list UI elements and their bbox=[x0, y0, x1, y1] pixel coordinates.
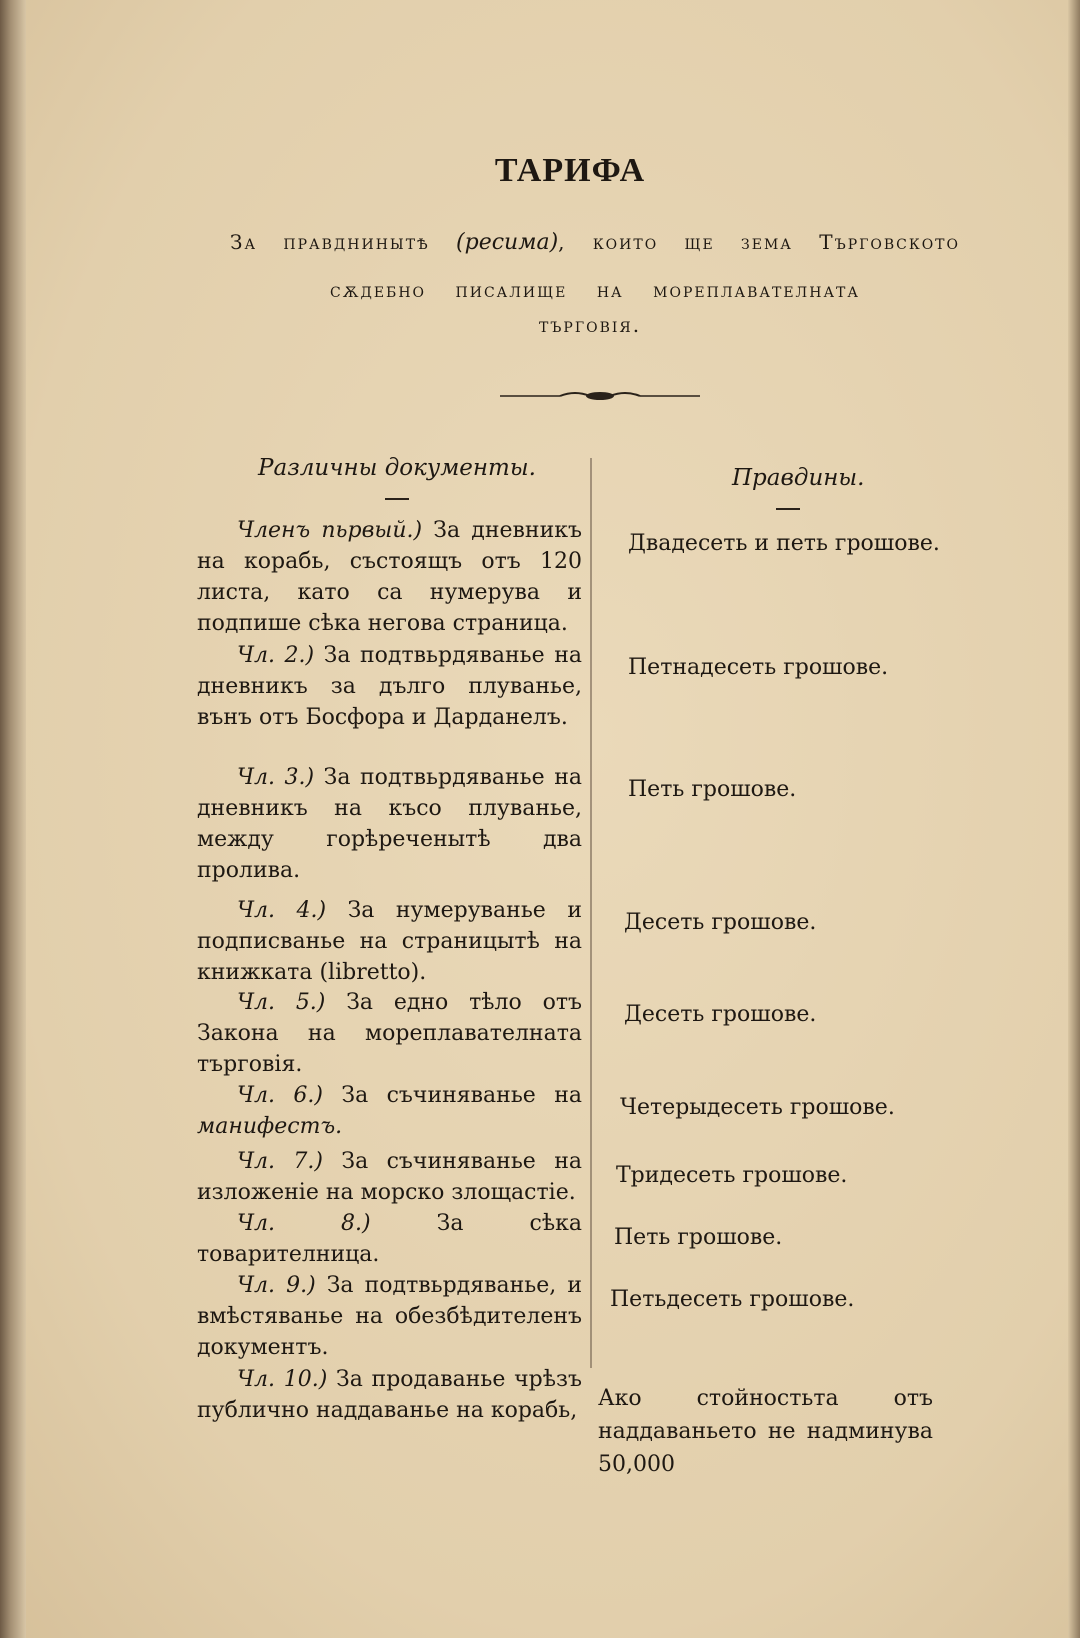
left-header-dash bbox=[385, 498, 409, 500]
entry-text: За дневникъ на корабь, състоящъ отъ 120 листа, като са нумерува и подпише сѣка негова страница. bbox=[197, 518, 582, 636]
entry-label: Чл. 7.) bbox=[237, 1149, 323, 1174]
page-title: ТАРИФА bbox=[494, 152, 646, 189]
entry-text: За продаванье чрѣзъ публично наддаванье на корабь, bbox=[197, 1367, 582, 1423]
entry-1-fee: Двадесеть и петь грошове. bbox=[628, 531, 940, 556]
subtitle-line-1 bbox=[230, 230, 960, 255]
entry-label: Чл. 4.) bbox=[237, 898, 327, 923]
book-binding bbox=[0, 0, 26, 1638]
entry-9-description bbox=[197, 1270, 582, 1363]
entry-label: Чл. 2.) bbox=[237, 643, 315, 668]
entry-text: За сѣка товарителница. bbox=[197, 1211, 582, 1267]
entry-label: Чл. 6.) bbox=[237, 1083, 323, 1108]
entry-9-fee: Петьдесеть грошове. bbox=[610, 1287, 855, 1312]
entry-7-description bbox=[197, 1146, 582, 1208]
left-column-header: Различны документы. bbox=[258, 455, 536, 481]
subtitle-prefix: За правднинытѣ bbox=[230, 230, 430, 254]
entry-3-description bbox=[197, 762, 582, 886]
entry-label: Членъ пьрвый.) bbox=[237, 518, 423, 543]
entry-10-description bbox=[197, 1364, 582, 1426]
entry-text: За едно тѣло отъ Закона на мореплавателната търговія. bbox=[197, 990, 582, 1077]
entry-6-description bbox=[197, 1080, 582, 1142]
subtitle-suffix: , които ще зема Търговското bbox=[558, 230, 960, 254]
entry-5-description bbox=[197, 987, 582, 1080]
entry-text: За подтвьрдяванье, и вмѣстяванье на обезбѣдителенъ документъ. bbox=[197, 1273, 582, 1360]
entry-7-fee: Тридесеть грошове. bbox=[616, 1163, 848, 1188]
subtitle-line-3: търговія. bbox=[538, 313, 642, 337]
entry-text: За подтвьрдяванье на дневникъ на късо плуванье, между горѣреченытѣ два пролива. bbox=[197, 765, 582, 883]
entry-text: За съчиняванье на изложеніе на морско злощастіе. bbox=[197, 1149, 583, 1205]
entry-4-fee: Десеть грошове. bbox=[624, 910, 817, 935]
entry-label: Чл. 5.) bbox=[237, 990, 326, 1015]
entry-text-italic: манифестъ. bbox=[197, 1114, 343, 1139]
entry-label: Чл. 8.) bbox=[237, 1211, 371, 1236]
page-edge bbox=[1068, 0, 1080, 1638]
column-divider bbox=[590, 458, 592, 1368]
right-column-header: Правдины. bbox=[732, 465, 865, 491]
entry-text: За съчиняванье на bbox=[322, 1083, 583, 1108]
entry-10-fee: Ако стойностьта отъ наддаваньето не надминува 50,000 bbox=[598, 1386, 933, 1477]
subtitle-italic: (ресима) bbox=[456, 230, 559, 255]
entry-4-description bbox=[197, 895, 582, 988]
ornament-divider-icon bbox=[500, 388, 700, 404]
entry-1-description bbox=[197, 515, 582, 639]
right-header-dash bbox=[776, 508, 800, 510]
entry-5-fee: Десеть грошове. bbox=[624, 1002, 817, 1027]
entry-2-description bbox=[197, 640, 582, 733]
entry-2-fee: Петнадесеть грошове. bbox=[628, 655, 889, 680]
entry-6-fee: Четерыдесеть грошове. bbox=[620, 1095, 895, 1120]
entry-label: Чл. 3.) bbox=[237, 765, 315, 790]
entry-label: Чл. 9.) bbox=[237, 1273, 316, 1298]
entry-8-description bbox=[197, 1208, 582, 1270]
entry-label: Чл. 10.) bbox=[237, 1367, 328, 1392]
entry-text: За нумеруванье и подписванье на страницытѣ на книжката (libretto). bbox=[197, 898, 582, 985]
entry-3-fee: Петь грошове. bbox=[628, 777, 797, 802]
entry-8-fee: Петь грошове. bbox=[614, 1225, 783, 1250]
entry-text: За подтвьрдяванье на дневникъ за дълго плуванье, вънъ отъ Босфора и Дарданелъ. bbox=[197, 643, 582, 730]
subtitle-line-2: сѫдебно писалище на мореплавателната bbox=[330, 278, 860, 302]
